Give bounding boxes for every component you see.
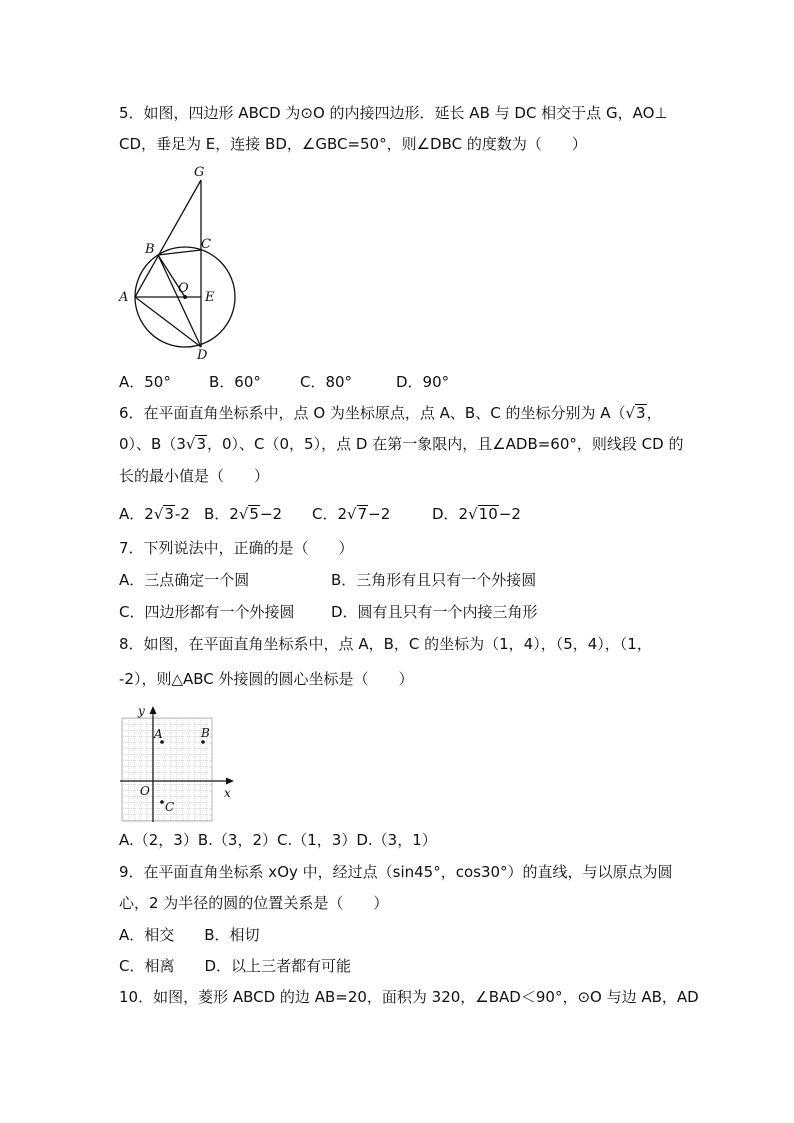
q6-stem-line2 bbox=[119, 434, 683, 454]
q5-circle-figure bbox=[112, 160, 242, 365]
q7-stem: 7．下列说法中，正确的是（ ） bbox=[119, 539, 354, 557]
q8-label-c: C bbox=[165, 800, 175, 814]
q5-label-b: B bbox=[145, 242, 155, 257]
q8-point-c bbox=[160, 800, 164, 804]
q5-label-o: O bbox=[178, 281, 189, 296]
q5-option-d[interactable]: D．90° bbox=[396, 373, 450, 391]
q5-stem-line1: 5．如图，四边形 ABCD 为⊙O 的内接四边形．延长 AB 与 DC 相交于点 G，AO⊥ bbox=[119, 104, 668, 122]
q9-options-row1[interactable]: A．相交 B．相切 bbox=[119, 926, 260, 944]
q7-option-c[interactable]: C．四边形都有一个外接圆 bbox=[119, 603, 295, 621]
q7-option-d[interactable]: D．圆有且只有一个内接三角形 bbox=[331, 603, 538, 621]
q5-segment-ad bbox=[135, 297, 201, 347]
q8-stem-line2: -2），则△ABC 外接圆的圆心坐标是（ ） bbox=[119, 670, 414, 688]
q5-label-g: G bbox=[194, 165, 205, 180]
q8-label-x: x bbox=[224, 786, 231, 800]
q5-label-e: E bbox=[205, 290, 215, 305]
q5-stem-line2: CD，垂足为 E，连接 BD，∠GBC=50°，则∠DBC 的度数为（ ） bbox=[119, 135, 587, 153]
q6-line1-text: 6．在平面直角坐标系中，点 O 为坐标原点，点 A、B、C 的坐标分别为 A（ bbox=[119, 404, 626, 422]
q8-stem-line1: 8．如图，在平面直角坐标系中，点 A，B，C 的坐标为（1，4），（5，4），（1， bbox=[119, 635, 652, 653]
q7-option-b[interactable]: B．三角形有且只有一个外接圆 bbox=[331, 571, 537, 589]
q6-option-c[interactable]: C．2√7−2 bbox=[312, 505, 391, 523]
q6-option-b[interactable]: B．2√5−2 bbox=[204, 505, 283, 523]
q9-stem-line2: 心，2 为半径的圆的位置关系是（ ） bbox=[119, 894, 389, 912]
q8-x-arrow bbox=[226, 778, 234, 785]
q8-point-b bbox=[201, 740, 205, 744]
q6-radicand: 3 bbox=[196, 435, 206, 453]
q5-label-d: D bbox=[197, 348, 208, 363]
q5-label-c: C bbox=[201, 237, 211, 252]
q6-option-d[interactable]: D．2√10−2 bbox=[432, 505, 521, 523]
q6-line2-text: 0）、B（3 bbox=[119, 435, 186, 453]
q8-label-y: y bbox=[138, 704, 145, 718]
q9-options-row2[interactable]: C．相离 D．以上三者都有可能 bbox=[119, 957, 352, 975]
q6-line1-tail: ， bbox=[646, 404, 662, 422]
q6-stem-line1 bbox=[119, 403, 662, 423]
q6-line2-tail: ，0）、C（0，5），点 D 在第一象限内，且∠ADB=60°，则线段 CD 的 bbox=[207, 435, 684, 453]
q6-radical-sign: √ bbox=[625, 404, 636, 422]
q8-y-arrow bbox=[150, 706, 157, 714]
q6-radical-sign: √ bbox=[185, 435, 196, 453]
q8-label-b: B bbox=[201, 726, 210, 740]
q5-option-a[interactable]: A．50° bbox=[119, 373, 171, 391]
q8-grid-figure bbox=[115, 700, 240, 828]
q6-stem-line3: 长的最小值是（ ） bbox=[119, 467, 270, 485]
q5-segment-bd bbox=[158, 255, 201, 347]
q9-stem-line1: 9．在平面直角坐标系 xOy 中，经过点（sin45°，cos30°）的直线，与以原点为圆 bbox=[119, 863, 673, 881]
q5-option-b[interactable]: B．60° bbox=[209, 373, 261, 391]
q5-segment-gb bbox=[135, 180, 201, 297]
q8-label-o: O bbox=[140, 784, 150, 798]
q5-label-a: A bbox=[119, 290, 129, 305]
q10-stem-line1: 10．如图，菱形 ABCD 的边 AB=20，面积为 320，∠BAD＜90°，⊙O 与边 AB，AD bbox=[119, 988, 699, 1006]
q6-radicand: 3 bbox=[636, 404, 646, 422]
q8-options[interactable]: A.（2，3）B.（3，2）C.（1，3）D.（3，1） bbox=[119, 831, 437, 849]
q8-label-a: A bbox=[154, 727, 163, 741]
q7-option-a[interactable]: A．三点确定一个圆 bbox=[119, 571, 250, 589]
q5-option-c[interactable]: C．80° bbox=[300, 373, 353, 391]
q6-option-a[interactable]: A．2√3-2 bbox=[119, 505, 190, 523]
